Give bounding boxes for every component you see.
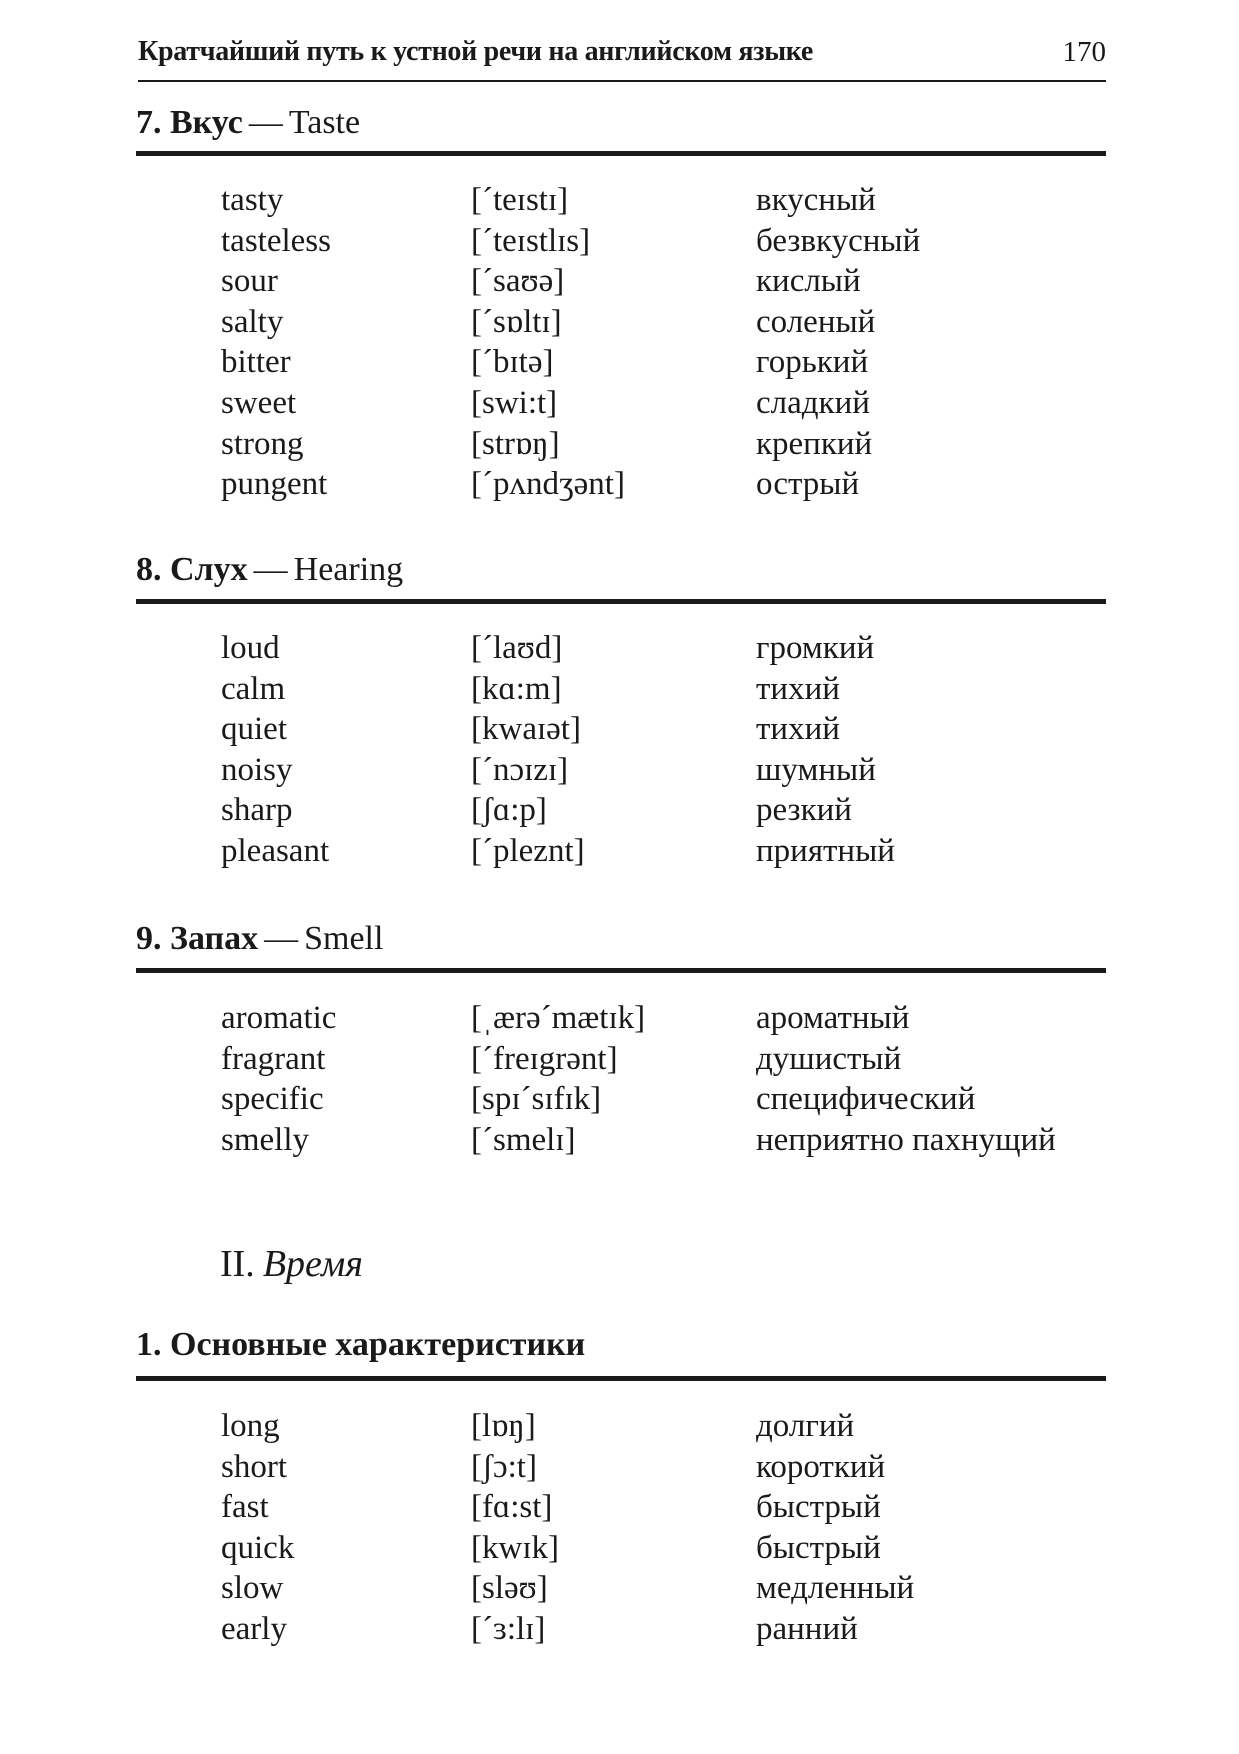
- section-title-ru: Основные характеристики: [170, 1326, 586, 1363]
- transcription: [ˊsmelɪ]: [471, 1121, 576, 1158]
- subchapter-numeral: II.: [220, 1243, 255, 1285]
- section-number: 1.: [136, 1326, 162, 1363]
- english-word: tasteless: [221, 222, 331, 259]
- section-title-ru: Запах: [170, 920, 259, 957]
- transcription: [kɑ:m]: [471, 670, 562, 707]
- english-word: aromatic: [221, 1000, 337, 1036]
- russian-translation: приятный: [756, 832, 895, 869]
- transcription: [ʃɔ:t]: [471, 1448, 537, 1485]
- english-word: slow: [221, 1570, 284, 1607]
- transcription: [ˊteɪstlɪs]: [471, 222, 591, 259]
- russian-translation: короткий: [756, 1448, 886, 1485]
- english-word: tasty: [221, 182, 284, 218]
- transcription: [ˊpleznt]: [471, 832, 585, 869]
- english-word: salty: [221, 303, 284, 340]
- transcription: [swi:t]: [471, 384, 558, 421]
- russian-translation: резкий: [756, 792, 852, 829]
- section-heading: [136, 551, 403, 589]
- transcription: [sləʊ]: [471, 1570, 548, 1607]
- transcription: [ˊnɔɪzɪ]: [471, 751, 569, 788]
- subchapter-heading: [220, 1242, 363, 1286]
- russian-translation: кислый: [756, 263, 861, 300]
- section-rule: [136, 1376, 1106, 1381]
- section-number: 8.: [136, 551, 162, 588]
- russian-translation: быстрый: [756, 1529, 881, 1566]
- russian-translation: громкий: [756, 630, 875, 666]
- section-title-ru: Слух: [170, 551, 248, 588]
- section-number: 9.: [136, 920, 162, 957]
- transcription: [ˊɜ:lɪ]: [471, 1610, 546, 1647]
- english-word: calm: [221, 670, 286, 707]
- section-heading: [136, 104, 360, 142]
- english-word: quiet: [221, 711, 287, 748]
- section-title-ru: Вкус: [170, 104, 243, 141]
- english-word: loud: [221, 630, 280, 666]
- section-title-en: Hearing: [293, 551, 404, 588]
- russian-translation: ароматный: [756, 1000, 910, 1036]
- transcription: [ˊsaʊə]: [471, 263, 565, 300]
- page-number: 170: [1062, 36, 1106, 68]
- russian-translation: сладкий: [756, 384, 870, 421]
- section-title-en: Taste: [288, 104, 361, 141]
- section-rule: [136, 599, 1106, 604]
- transcription: [ˊbɪtə]: [471, 344, 554, 381]
- russian-translation: горький: [756, 344, 869, 381]
- transcription: [ˊlaʊd]: [471, 630, 563, 666]
- english-word: short: [221, 1448, 287, 1485]
- english-word: long: [221, 1408, 280, 1444]
- heading-dash: —: [264, 920, 299, 957]
- running-title: Кратчайший путь к устной речи на английском языке: [138, 36, 814, 67]
- russian-translation: вкусный: [756, 182, 876, 218]
- section-title-en: Smell: [304, 920, 384, 957]
- english-word: sour: [221, 263, 278, 300]
- transcription: [kwaɪət]: [471, 711, 581, 748]
- subchapter-title: Время: [262, 1243, 363, 1285]
- transcription: [strɒŋ]: [471, 425, 560, 462]
- russian-translation: соленый: [756, 303, 876, 340]
- russian-translation: тихий: [756, 670, 840, 707]
- transcription: [fɑ:st]: [471, 1489, 553, 1526]
- russian-translation: безвкусный: [756, 222, 921, 259]
- english-word: specific: [221, 1081, 324, 1118]
- russian-translation: медленный: [756, 1570, 915, 1607]
- russian-translation: ранний: [756, 1610, 858, 1647]
- english-word: fast: [221, 1489, 269, 1526]
- heading-dash: —: [248, 104, 283, 141]
- english-word: pleasant: [221, 832, 330, 869]
- section-rule: [136, 151, 1106, 156]
- transcription: [ˊteɪstɪ]: [471, 182, 569, 218]
- running-header: [138, 36, 1106, 80]
- russian-translation: быстрый: [756, 1489, 881, 1526]
- english-word: strong: [221, 425, 304, 462]
- english-word: early: [221, 1610, 287, 1647]
- russian-translation: душистый: [756, 1040, 902, 1077]
- heading-dash: —: [253, 551, 288, 588]
- russian-translation: крепкий: [756, 425, 873, 462]
- transcription: [lɒŋ]: [471, 1408, 536, 1444]
- transcription: [ˊpʌndʒənt]: [471, 466, 625, 503]
- transcription: [ʃɑ:p]: [471, 792, 547, 829]
- english-word: fragrant: [221, 1040, 326, 1077]
- russian-translation: шумный: [756, 751, 876, 788]
- english-word: noisy: [221, 751, 293, 788]
- russian-translation: неприятно пахнущий: [756, 1121, 1056, 1158]
- section-heading: [136, 1326, 585, 1364]
- russian-translation: тихий: [756, 711, 840, 748]
- english-word: pungent: [221, 466, 328, 503]
- section-number: 7.: [136, 104, 162, 141]
- english-word: sweet: [221, 384, 297, 421]
- english-word: bitter: [221, 344, 291, 381]
- transcription: [ˌærəˊmætɪk]: [471, 1000, 646, 1036]
- transcription: [ˊfreɪgrənt]: [471, 1040, 618, 1077]
- english-word: smelly: [221, 1121, 309, 1158]
- section-heading: [136, 920, 383, 958]
- transcription: [kwɪk]: [471, 1529, 559, 1566]
- section-rule: [136, 968, 1106, 973]
- russian-translation: специфический: [756, 1081, 976, 1118]
- transcription: [ˊsɒltɪ]: [471, 303, 562, 340]
- transcription: [spɪˊsɪfɪk]: [471, 1081, 602, 1118]
- header-rule: [138, 80, 1106, 82]
- russian-translation: долгий: [756, 1408, 855, 1444]
- english-word: sharp: [221, 792, 293, 829]
- english-word: quick: [221, 1529, 295, 1566]
- russian-translation: острый: [756, 466, 860, 503]
